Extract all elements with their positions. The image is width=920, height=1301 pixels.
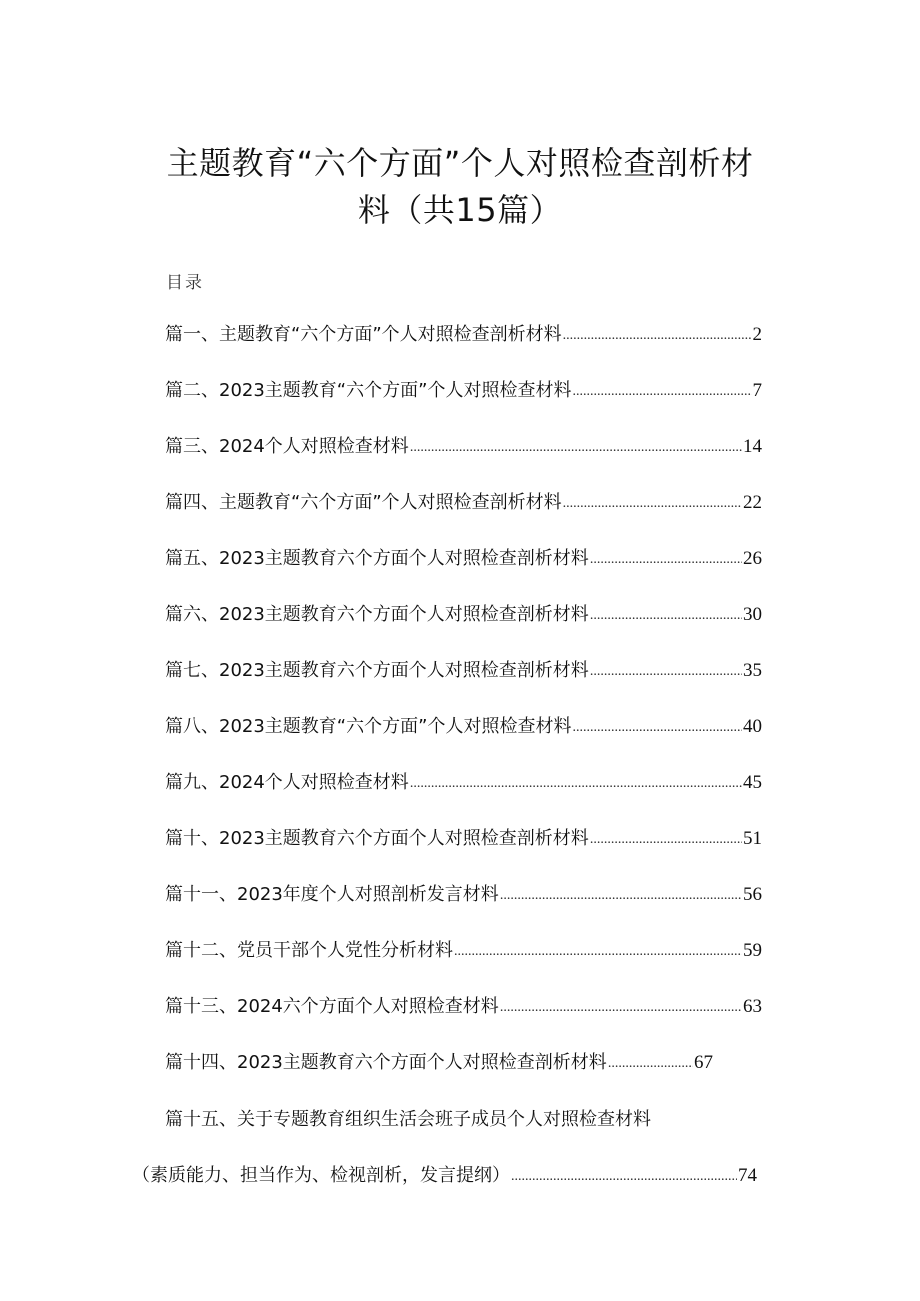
toc-page-number: 56 (743, 884, 762, 905)
toc-entry-label: 篇三、2024个人对照检查材料 (165, 436, 409, 457)
toc-leader-dots (563, 323, 752, 349)
toc-entry-label-continued: （素质能力、担当作为、检视剖析，发言提纲） (132, 1165, 510, 1186)
toc-entry-label: 篇四、主题教育“六个方面”个人对照检查剖析材料 (165, 492, 562, 513)
toc-leader-dots (608, 1051, 693, 1077)
toc-entry-12[interactable] (165, 938, 762, 964)
toc-entry-label: 篇二、2023主题教育“六个方面”个人对照检查材料 (165, 380, 572, 401)
toc-entry-label: 篇十四、2023主题教育六个方面个人对照检查剖析材料 (165, 1052, 607, 1073)
toc-leader-dots (454, 939, 742, 965)
toc-leader-dots (590, 603, 742, 629)
toc-leader-dots (410, 771, 742, 797)
toc-entry-label: 篇六、2023主题教育六个方面个人对照检查剖析材料 (165, 604, 589, 625)
toc-entry-label: 篇八、2023主题教育“六个方面”个人对照检查材料 (165, 716, 572, 737)
toc-entry-8[interactable] (165, 714, 762, 740)
toc-page-number: 63 (743, 996, 762, 1017)
toc-entry-2[interactable] (165, 378, 762, 404)
toc-entry-label: 篇一、主题教育“六个方面”个人对照检查剖析材料 (165, 324, 562, 345)
toc-entry-3[interactable] (165, 434, 762, 460)
toc-leader-dots (590, 827, 742, 853)
toc-leader-dots (572, 379, 751, 405)
toc-leader-dots (500, 995, 742, 1021)
toc-page-number: 22 (743, 492, 762, 513)
toc-page-number: 40 (743, 716, 762, 737)
toc-leader-dots (590, 547, 742, 573)
toc-entry-label: 篇十一、2023年度个人对照剖析发言材料 (165, 884, 499, 905)
toc-entry-13[interactable] (165, 994, 762, 1020)
toc-page-number: 2 (752, 324, 762, 345)
toc-entry-10[interactable] (165, 826, 762, 852)
toc-page-number: 14 (743, 436, 762, 457)
toc-entry-14[interactable] (165, 1050, 713, 1076)
toc-entry-label: 篇十三、2024六个方面个人对照检查材料 (165, 996, 499, 1017)
toc-page-number: 45 (743, 772, 762, 793)
toc-page-number: 7 (752, 380, 762, 401)
toc-entry-7[interactable] (165, 658, 762, 684)
toc-leader-dots (590, 659, 742, 685)
toc-entry-15[interactable] (165, 1107, 725, 1133)
toc-page-number: 74 (738, 1165, 757, 1186)
toc-page-number: 35 (743, 660, 762, 681)
toc-page-number: 59 (743, 940, 762, 961)
toc-entry-label: 篇五、2023主题教育六个方面个人对照检查剖析材料 (165, 548, 589, 569)
toc-page-number: 26 (743, 548, 762, 569)
toc-entry-label: 篇十二、党员干部个人党性分析材料 (165, 940, 453, 961)
toc-entry-1[interactable] (165, 322, 762, 348)
toc-entry-9[interactable] (165, 770, 762, 796)
toc-entry-5[interactable] (165, 546, 762, 572)
toc-leader-dots (511, 1164, 737, 1190)
toc-entry-label: 篇十、2023主题教育六个方面个人对照检查剖析材料 (165, 828, 589, 849)
toc-page-number: 30 (743, 604, 762, 625)
toc-leader-dots (563, 491, 742, 517)
toc-entry-11[interactable] (165, 882, 762, 908)
toc-leader-dots (572, 715, 742, 741)
document-title-line1: 主题教育“六个方面”个人对照检查剖析材 (166, 144, 754, 182)
toc-entry-label: 篇九、2024个人对照检查材料 (165, 772, 409, 793)
toc-leader-dots (410, 435, 742, 461)
toc-entry-label: 篇七、2023主题教育六个方面个人对照检查剖析材料 (165, 660, 589, 681)
toc-page-number: 51 (743, 828, 762, 849)
toc-leader-dots (500, 883, 742, 909)
toc-page-number: 67 (694, 1052, 713, 1073)
toc-heading: 目录 (166, 273, 204, 293)
toc-entry-6[interactable] (165, 602, 762, 628)
toc-entry-label: 篇十五、关于专题教育组织生活会班子成员个人对照检查材料 (165, 1109, 651, 1130)
toc-entry-15-continued[interactable] (132, 1163, 757, 1189)
toc-entry-4[interactable] (165, 490, 762, 516)
document-title-line2: 料（共15篇） (357, 191, 563, 229)
